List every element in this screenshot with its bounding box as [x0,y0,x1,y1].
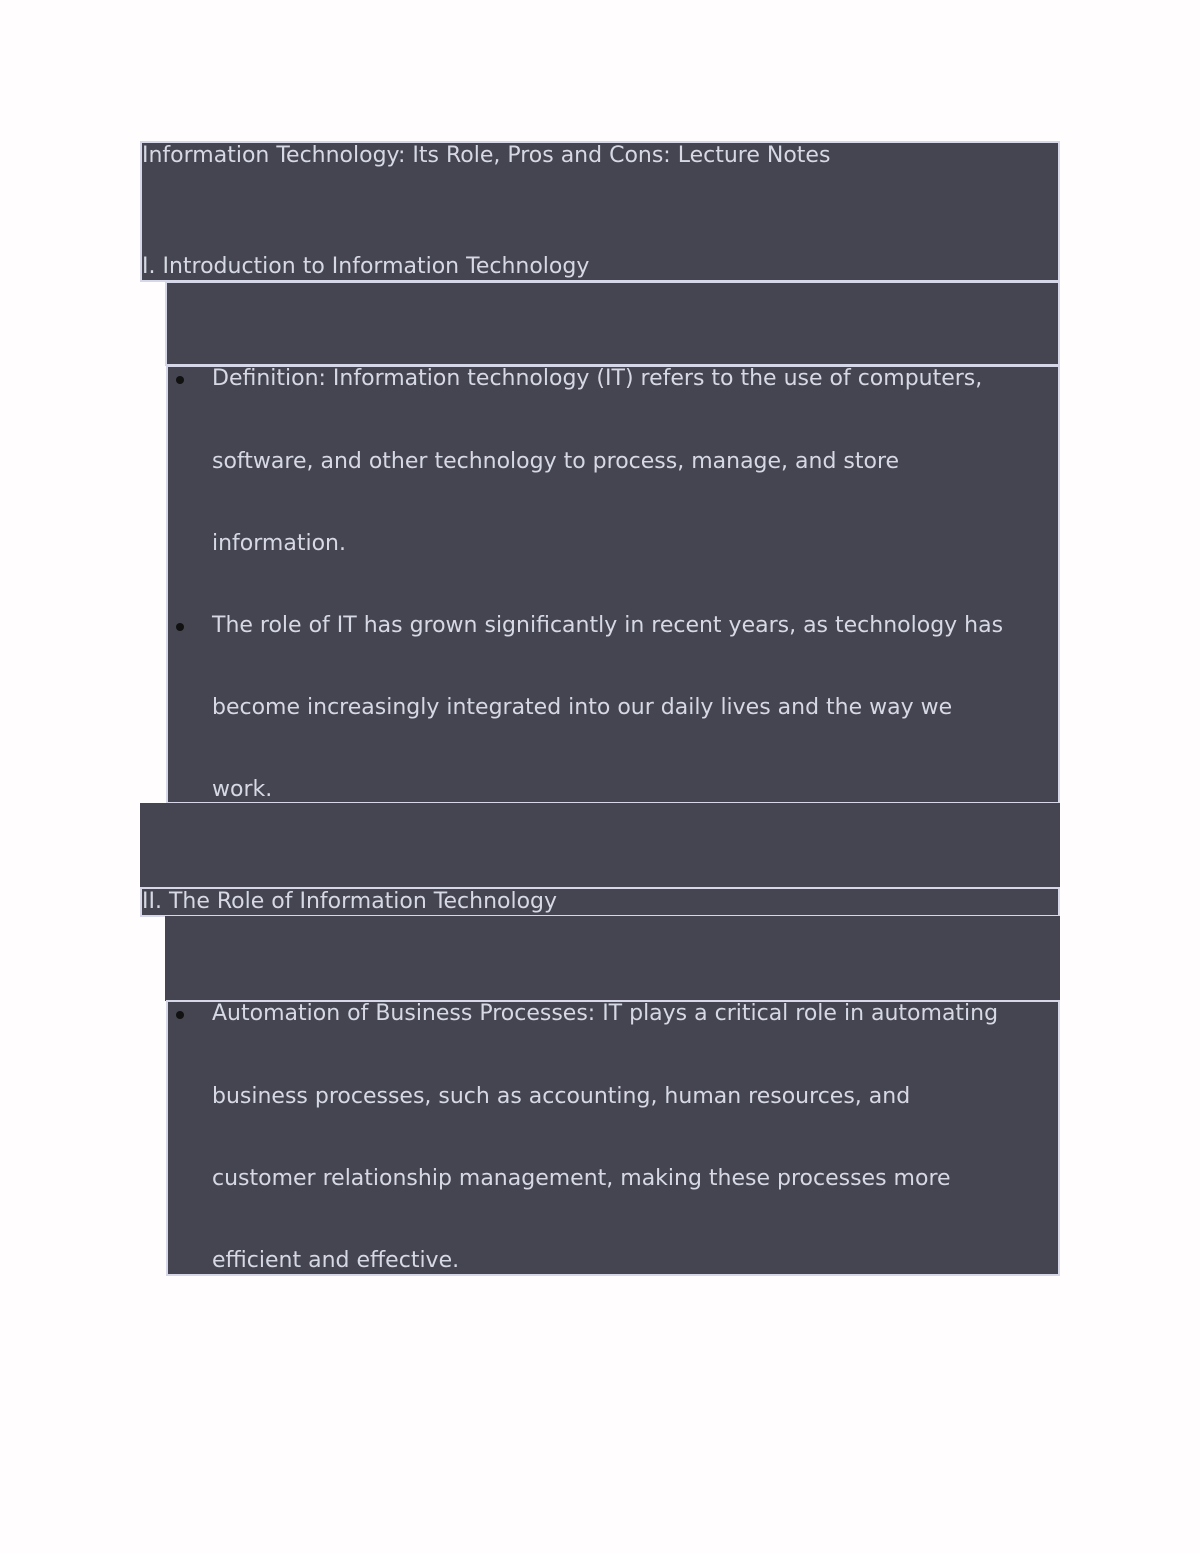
spacer-block-2 [140,803,1060,888]
bullet-line: Definition: Information technology (IT) refers to the use of computers, [212,366,983,391]
section-heading: I. Introduction to Information Technology [142,254,590,279]
section-1-list-block [166,365,1060,804]
bullet-line: customer relationship management, making these processes more [212,1166,951,1191]
spacer-block-3 [165,916,1060,1001]
bullet-line: business processes, such as accounting, human resources, and [212,1084,911,1109]
bullet-line: work. [212,777,273,802]
bullet-line: software, and other technology to process, manage, and store [212,449,900,474]
bullet-line: information. [212,531,346,556]
section-heading: II. The Role of Information Technology [142,889,558,914]
document-title: Information Technology: Its Role, Pros and Cons: Lecture Notes [142,143,831,168]
bullet-line: Automation of Business Processes: IT plays a critical role in automating [212,1001,999,1026]
bullet-line: The role of IT has grown significantly in recent years, as technology has [212,613,1004,638]
bullet-line: efficient and effective. [212,1248,460,1273]
bullet-icon [176,1011,184,1019]
bullet-icon [176,623,184,631]
section-2-list-block [166,1000,1060,1276]
bullet-line: become increasingly integrated into our daily lives and the way we [212,695,953,720]
spacer-block-1 [165,281,1060,366]
bullet-icon [176,376,184,384]
